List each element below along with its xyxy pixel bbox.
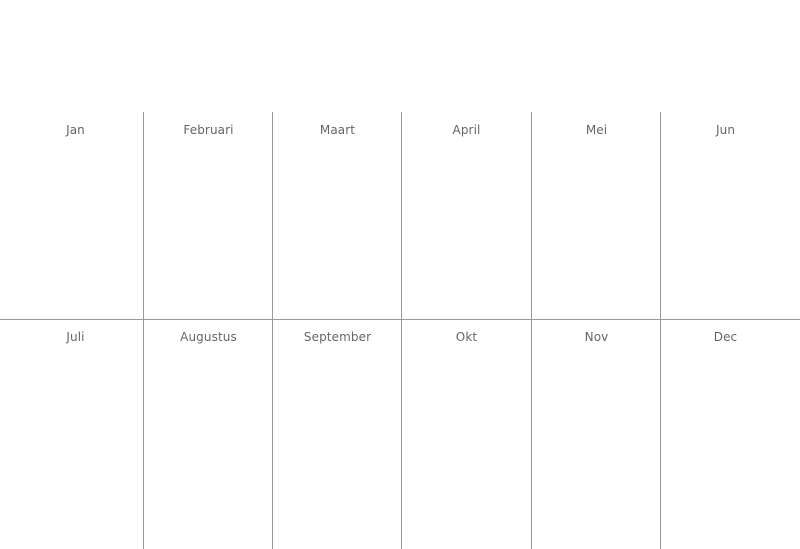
month-label-apr: April — [452, 123, 481, 137]
month-label-may: Mei — [585, 123, 608, 137]
month-label-feb: Februari — [183, 123, 234, 137]
month-label-sep: September — [303, 330, 372, 344]
month-label-oct: Okt — [455, 330, 478, 344]
month-label-jan: Jan — [66, 123, 85, 137]
month-label-mar: Maart — [319, 123, 356, 137]
month-label-nov: Nov — [584, 330, 609, 344]
row-divider — [0, 319, 800, 320]
month-label-jul: Juli — [66, 330, 85, 344]
month-label-aug: Augustus — [180, 330, 237, 344]
year-planner-grid — [0, 112, 800, 549]
month-label-dec: Dec — [713, 330, 738, 344]
month-label-jun: Jun — [715, 123, 736, 137]
